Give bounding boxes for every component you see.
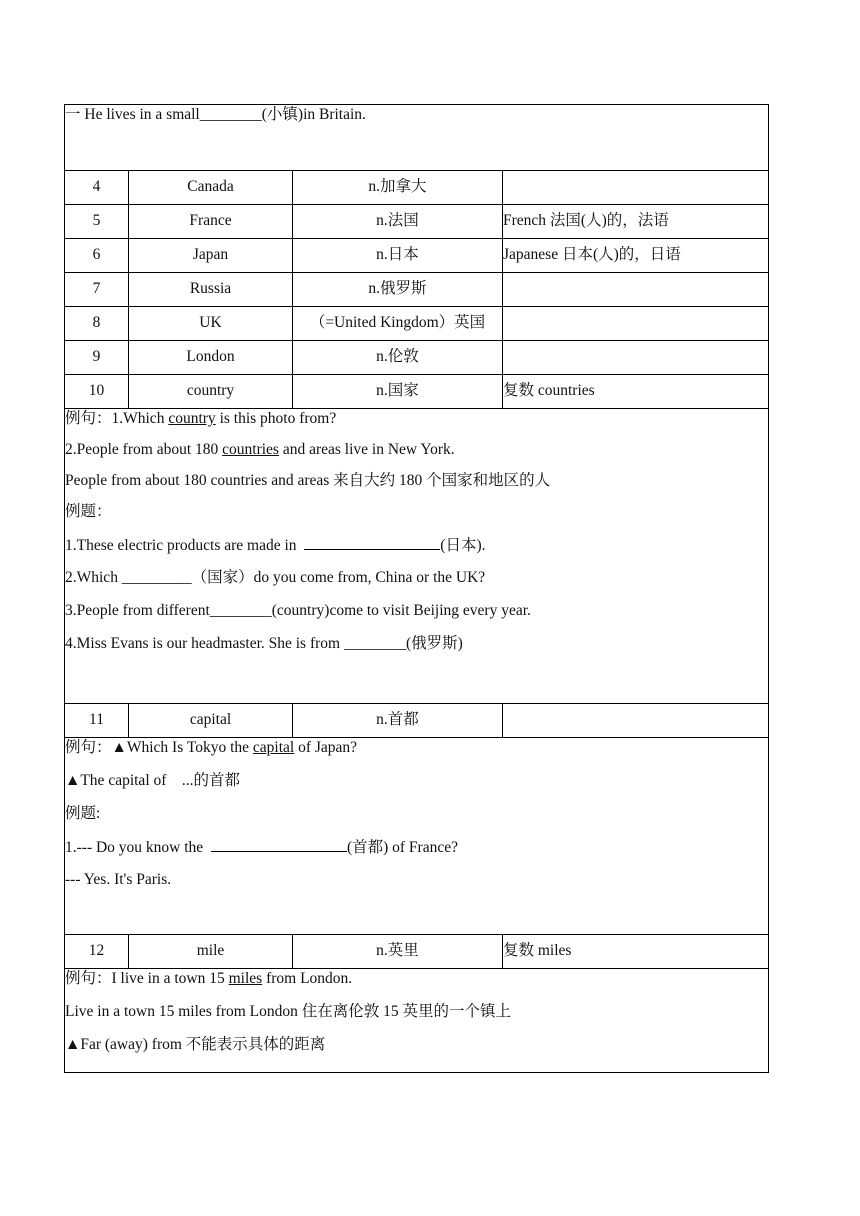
phrase-note: ▲The capital of ...的首都 xyxy=(65,772,241,789)
table-row xyxy=(65,273,769,307)
exercise-label: 例题： xyxy=(65,503,112,520)
word-term: Japan xyxy=(129,239,293,273)
word-term: London xyxy=(129,341,293,375)
table-row xyxy=(65,307,769,341)
word-note: 复数 countries xyxy=(503,375,769,409)
word-meaning: n.伦敦 xyxy=(293,341,503,375)
word-number: 8 xyxy=(65,307,129,341)
word-term: UK xyxy=(129,307,293,341)
word-meaning: n.英里 xyxy=(293,935,503,969)
word-note xyxy=(503,341,769,375)
word-note: 复数 miles xyxy=(503,935,769,969)
word-number: 5 xyxy=(65,205,129,239)
intro-row xyxy=(65,105,769,171)
word-term: Canada xyxy=(129,171,293,205)
word-note xyxy=(503,307,769,341)
word-note: French 法国(人)的，法语 xyxy=(503,205,769,239)
word-meaning: n.加拿大 xyxy=(293,171,503,205)
word-meaning: n.日本 xyxy=(293,239,503,273)
word-number: 11 xyxy=(65,704,129,738)
word-number: 10 xyxy=(65,375,129,409)
word-number: 7 xyxy=(65,273,129,307)
word-number: 12 xyxy=(65,935,129,969)
word-term: country xyxy=(129,375,293,409)
exercise-question: 4.Miss Evans is our headmaster. She is from ________(俄罗斯) xyxy=(65,635,463,652)
word-term: mile xyxy=(129,935,293,969)
table-row xyxy=(65,171,769,205)
exercise-question: 2.Which _________（国家）do you come from, China or the UK? xyxy=(65,569,486,586)
word-number: 9 xyxy=(65,341,129,375)
word-meaning: n.俄罗斯 xyxy=(293,273,503,307)
word-term: capital xyxy=(129,704,293,738)
word-number: 4 xyxy=(65,171,129,205)
word-note xyxy=(503,171,769,205)
answer-blank xyxy=(211,837,347,852)
capital-examples-row xyxy=(65,738,769,935)
word-meaning: （=United Kingdom）英国 xyxy=(293,307,503,341)
table-row xyxy=(65,341,769,375)
example-sentence: 例句：I live in a town 15 miles from London. xyxy=(65,970,353,987)
word-meaning: n.法国 xyxy=(293,205,503,239)
word-number: 6 xyxy=(65,239,129,273)
exercise-question: 1.--- Do you know the (首都) of France? xyxy=(65,839,458,856)
word-term: France xyxy=(129,205,293,239)
table-row xyxy=(65,239,769,273)
example-sentence: 2.People from about 180 countries and areas live in New York. xyxy=(65,441,455,458)
table-row xyxy=(65,704,769,738)
word-note xyxy=(503,273,769,307)
vocabulary-table xyxy=(64,104,769,1073)
word-note xyxy=(503,704,769,738)
intro-sentence: 一 He lives in a small________(小镇)in Britain. xyxy=(65,106,366,123)
mile-examples-row xyxy=(65,969,769,1073)
exercise-question: 3.People from different________(country)come to visit Beijing every year. xyxy=(65,602,531,619)
word-term: Russia xyxy=(129,273,293,307)
word-meaning: n.国家 xyxy=(293,375,503,409)
phrase-note: Live in a town 15 miles from London 住在离伦敦 15 英里的一个镇上 xyxy=(65,1003,512,1020)
table-row xyxy=(65,375,769,409)
example-sentence: 例句：1.Which country is this photo from? xyxy=(65,410,337,427)
word-note: Japanese 日本(人)的，日语 xyxy=(503,239,769,273)
word-meaning: n.首都 xyxy=(293,704,503,738)
exercise-answer: --- Yes. It's Paris. xyxy=(65,871,172,888)
table-row xyxy=(65,205,769,239)
usage-note: ▲Far (away) from 不能表示具体的距离 xyxy=(65,1036,326,1053)
table-row xyxy=(65,935,769,969)
exercise-label: 例题: xyxy=(65,805,101,822)
phrase-note: People from about 180 countries and areas 来自大约 180 个国家和地区的人 xyxy=(65,472,551,489)
example-sentence: 例句：▲Which Is Tokyo the capital of Japan? xyxy=(65,739,358,756)
answer-blank xyxy=(304,535,440,550)
exercise-question: 1.These electric products are made in (日本). xyxy=(65,537,486,554)
country-examples-row xyxy=(65,409,769,704)
